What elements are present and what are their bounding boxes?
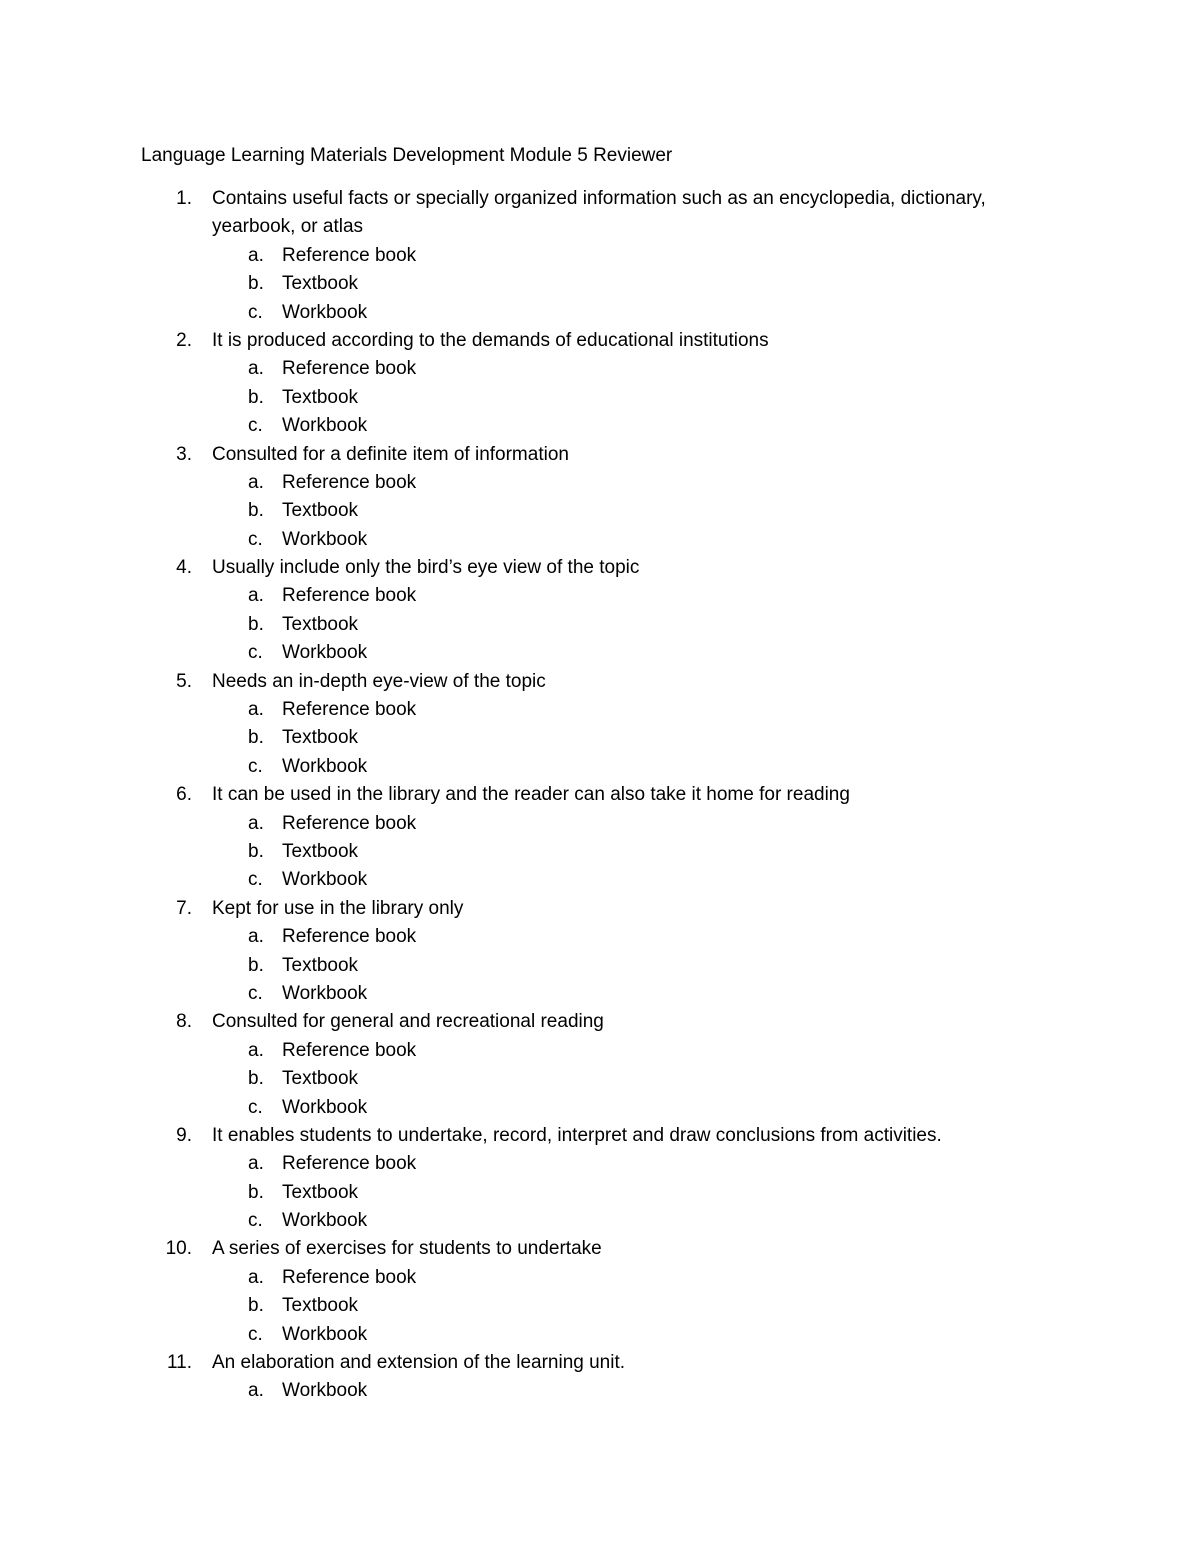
- option-text: Workbook: [282, 642, 368, 664]
- question-item: [0, 1349, 1200, 1406]
- option-item: [0, 639, 1200, 667]
- option-item: [0, 1377, 1200, 1405]
- option-text: Workbook: [282, 301, 368, 323]
- option-text: Textbook: [282, 841, 359, 862]
- option-item: [0, 810, 1200, 838]
- question-item: [0, 441, 1200, 555]
- option-text: Textbook: [282, 613, 359, 635]
- question-number: 6.: [176, 784, 192, 806]
- option-item: [0, 1065, 1200, 1093]
- option-letter: c.: [248, 642, 263, 664]
- option-letter: a.: [248, 926, 264, 948]
- option-item: [0, 866, 1200, 894]
- option-letter: c.: [248, 1323, 263, 1345]
- option-letter: b.: [248, 727, 264, 749]
- option-letter: a.: [248, 1039, 264, 1061]
- option-text: Reference book: [282, 812, 417, 834]
- question-item: [0, 781, 1200, 895]
- option-item: [0, 1094, 1200, 1122]
- question-text: It can be used in the library and the reader can also take it home for reading: [212, 784, 850, 806]
- option-item: [0, 1037, 1200, 1065]
- question-line: [0, 1349, 1200, 1377]
- question-line: [0, 327, 1200, 355]
- option-text: Reference book: [282, 1153, 417, 1175]
- option-letter: b.: [248, 500, 264, 522]
- question-item: [0, 1008, 1200, 1122]
- option-text: Reference book: [282, 358, 417, 380]
- question-number: 11.: [166, 1352, 192, 1374]
- option-text: Textbook: [282, 727, 359, 749]
- option-letter: a.: [248, 812, 264, 834]
- option-item: [0, 355, 1200, 383]
- option-item: [0, 724, 1200, 752]
- option-text: Textbook: [282, 1181, 359, 1203]
- question-number: 5.: [176, 670, 192, 692]
- option-item: [0, 497, 1200, 525]
- option-item: [0, 1150, 1200, 1178]
- option-text: Reference book: [282, 244, 417, 266]
- option-item: [0, 469, 1200, 497]
- question-line: [0, 185, 1200, 242]
- option-item: [0, 582, 1200, 610]
- question-number: 3.: [176, 443, 192, 465]
- option-text: Reference book: [282, 1039, 417, 1061]
- question-line: [0, 895, 1200, 923]
- option-text: Textbook: [282, 1068, 359, 1090]
- question-text: It is produced according to the demands of educational institutions: [212, 329, 769, 351]
- option-letter: c.: [248, 1210, 263, 1232]
- question-item: [0, 895, 1200, 1009]
- option-item: [0, 384, 1200, 412]
- option-letter: c.: [248, 982, 263, 1004]
- option-letter: c.: [248, 869, 263, 891]
- question-line: [0, 1122, 1200, 1150]
- option-letter: b.: [248, 613, 264, 635]
- option-text: Workbook: [282, 869, 368, 891]
- question-line: [0, 668, 1200, 696]
- option-text: Textbook: [282, 954, 359, 976]
- question-number: 8.: [176, 1011, 192, 1033]
- option-text: Workbook: [282, 528, 368, 550]
- question-item: [0, 554, 1200, 668]
- question-text: Kept for use in the library only: [212, 897, 464, 919]
- question-line: [0, 441, 1200, 469]
- question-text: Consulted for a definite item of information: [212, 443, 569, 465]
- question-line: [0, 554, 1200, 582]
- option-letter: c.: [248, 301, 263, 323]
- option-item: [0, 611, 1200, 639]
- option-text: Workbook: [282, 755, 368, 777]
- option-letter: a.: [248, 1153, 264, 1175]
- question-number: 7.: [176, 897, 192, 919]
- option-item: [0, 1321, 1200, 1349]
- option-item: [0, 1207, 1200, 1235]
- option-item: [0, 242, 1200, 270]
- option-letter: a.: [248, 699, 264, 721]
- question-number: 4.: [176, 557, 192, 579]
- option-letter: c.: [248, 528, 263, 550]
- option-letter: b.: [248, 386, 264, 408]
- option-text: Workbook: [282, 982, 368, 1004]
- question-item: [0, 1235, 1200, 1349]
- question-text: It enables students to undertake, record, interpret and draw conclusions from activities.: [212, 1124, 942, 1146]
- option-letter: a.: [248, 585, 264, 607]
- option-item: [0, 1292, 1200, 1320]
- question-item: [0, 327, 1200, 441]
- question-number: 1.: [176, 188, 192, 209]
- option-letter: b.: [248, 1068, 264, 1090]
- option-item: [0, 526, 1200, 554]
- question-text: Usually include only the bird’s eye view of the topic: [212, 557, 640, 579]
- question-number: 2.: [176, 329, 192, 351]
- option-item: [0, 753, 1200, 781]
- question-text: An elaboration and extension of the learning unit.: [212, 1352, 626, 1374]
- question-item: [0, 1122, 1200, 1236]
- option-item: [0, 1264, 1200, 1292]
- option-letter: a.: [248, 358, 264, 380]
- question-list: [0, 185, 1200, 1406]
- question-number: 9.: [176, 1124, 192, 1146]
- option-item: [0, 1179, 1200, 1207]
- option-letter: b.: [248, 1181, 264, 1203]
- question-text: Needs an in-depth eye-view of the topic: [212, 670, 546, 692]
- option-text: Workbook: [282, 415, 368, 437]
- option-item: [0, 923, 1200, 951]
- option-item: [0, 412, 1200, 440]
- question-line: [0, 781, 1200, 809]
- option-text: Reference book: [282, 926, 417, 948]
- option-letter: a.: [248, 1266, 264, 1288]
- option-text: Workbook: [282, 1323, 368, 1345]
- option-text: Workbook: [282, 1210, 368, 1232]
- option-text: Reference book: [282, 699, 417, 721]
- option-item: [0, 270, 1200, 298]
- option-text: Textbook: [282, 273, 359, 295]
- option-letter: b.: [248, 273, 264, 295]
- option-text: Textbook: [282, 386, 359, 408]
- option-letter: a.: [248, 244, 264, 266]
- option-item: [0, 952, 1200, 980]
- option-text: Reference book: [282, 1266, 417, 1288]
- question-line: [0, 1235, 1200, 1263]
- option-item: [0, 980, 1200, 1008]
- option-letter: b.: [248, 954, 264, 976]
- option-letter: b.: [248, 1295, 264, 1317]
- option-text: Workbook: [282, 1380, 368, 1402]
- option-item: [0, 838, 1200, 866]
- option-text: Reference book: [282, 585, 417, 607]
- document-title: Language Learning Materials Development Module 5 Reviewer: [141, 145, 673, 166]
- question-text: Consulted for general and recreational reading: [212, 1011, 604, 1033]
- option-letter: c.: [248, 1096, 263, 1118]
- option-text: Textbook: [282, 1295, 359, 1317]
- question-number: 10.: [165, 1238, 192, 1260]
- question-item: [0, 185, 1200, 327]
- option-text: Reference book: [282, 471, 417, 493]
- option-item: [0, 696, 1200, 724]
- option-text: Workbook: [282, 1096, 368, 1118]
- question-line: [0, 1008, 1200, 1036]
- option-letter: c.: [248, 755, 263, 777]
- question-item: [0, 668, 1200, 782]
- option-letter: a.: [248, 471, 264, 493]
- question-text: Contains useful facts or specially organized information such as an encyclopedia, dictionary, yearbook, or atlas: [212, 188, 986, 238]
- option-letter: a.: [248, 1380, 264, 1402]
- option-letter: c.: [248, 415, 263, 437]
- option-item: [0, 299, 1200, 327]
- option-letter: b.: [248, 841, 264, 862]
- question-text: A series of exercises for students to undertake: [212, 1238, 602, 1260]
- option-text: Textbook: [282, 500, 359, 522]
